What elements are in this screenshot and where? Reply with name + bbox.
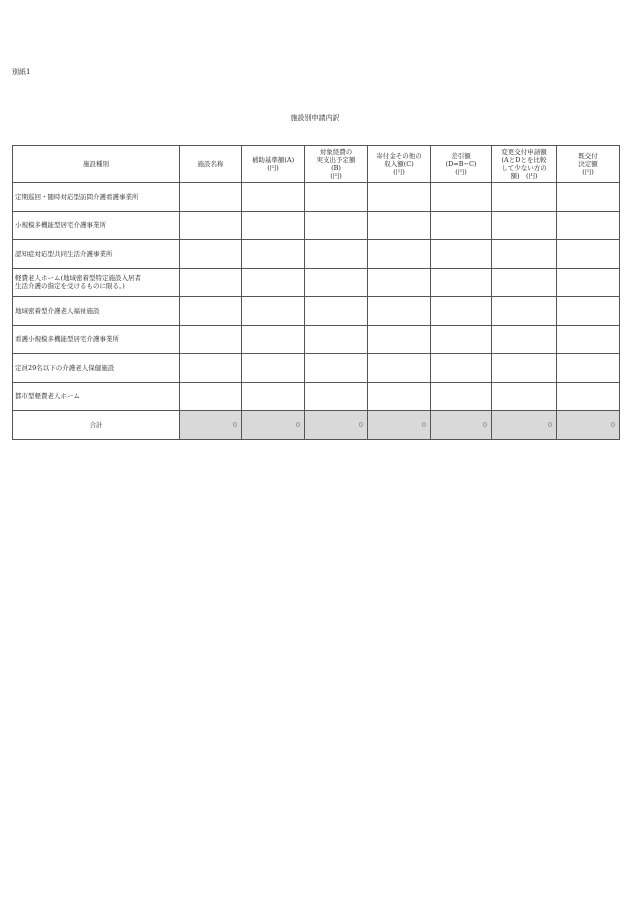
facility-type-cell: [13, 211, 180, 240]
table-row: [13, 382, 620, 411]
column-header-line: (円): [393, 168, 405, 176]
facility-type-label: 看護小規模多機能型居宅介護事業所: [15, 335, 119, 344]
column-header-line: 差引額: [451, 152, 471, 160]
column-header-line: 寄付金その他の: [376, 152, 422, 160]
input-cell[interactable]: [368, 240, 431, 269]
table-row: [13, 325, 620, 354]
facility-type-label: 認知症対応型共同生活介護事業所: [15, 249, 113, 258]
column-header: [13, 146, 180, 183]
column-header: [492, 146, 557, 183]
input-cell[interactable]: [368, 268, 431, 297]
input-cell[interactable]: [368, 297, 431, 326]
input-cell[interactable]: [180, 211, 242, 240]
input-cell[interactable]: [368, 211, 431, 240]
input-cell[interactable]: [557, 183, 620, 212]
input-cell[interactable]: [305, 183, 368, 212]
column-header-line: (円): [267, 164, 279, 172]
input-cell[interactable]: [492, 297, 557, 326]
table-row: [13, 240, 620, 269]
column-header-line: 既交付: [578, 152, 598, 160]
facility-type-cell: [13, 268, 180, 297]
facility-type-cell: [13, 325, 180, 354]
input-cell[interactable]: [180, 268, 242, 297]
column-header-line: 収入額(C): [384, 160, 414, 168]
input-cell[interactable]: [431, 297, 492, 326]
column-header: [431, 146, 492, 183]
table-row: [13, 268, 620, 297]
column-header: [305, 146, 368, 183]
total-value-cell: 0: [180, 411, 242, 440]
facility-type-label: 軽費老人ホーム(地域密着型特定施設入居者: [15, 274, 142, 283]
column-header: [557, 146, 620, 183]
column-header-line: 変更交付申請額: [501, 148, 547, 156]
input-cell[interactable]: [492, 211, 557, 240]
input-cell[interactable]: [492, 268, 557, 297]
column-header-line: (円): [455, 168, 467, 176]
input-cell[interactable]: [557, 382, 620, 411]
input-cell[interactable]: [557, 268, 620, 297]
appendix-label: 別紙1: [12, 68, 31, 76]
input-cell[interactable]: [431, 240, 492, 269]
table-row: [13, 297, 620, 326]
column-header-line: 対象経費の: [319, 148, 353, 156]
input-cell[interactable]: [180, 297, 242, 326]
total-row: [13, 411, 620, 440]
column-header: [242, 146, 305, 183]
column-header: [368, 146, 431, 183]
header-row: [13, 146, 620, 183]
input-cell[interactable]: [242, 297, 305, 326]
input-cell[interactable]: [242, 211, 305, 240]
facility-type-label: 地域密着型介護老人福祉施設: [15, 306, 100, 315]
input-cell[interactable]: [242, 325, 305, 354]
input-cell[interactable]: [557, 240, 620, 269]
input-cell[interactable]: [431, 382, 492, 411]
input-cell[interactable]: [305, 240, 368, 269]
input-cell[interactable]: [242, 382, 305, 411]
facility-type-label: 生活介護の指定を受けるものに限る。): [15, 282, 125, 291]
facility-type-cell: [13, 382, 180, 411]
input-cell[interactable]: [180, 183, 242, 212]
input-cell[interactable]: [305, 325, 368, 354]
column-header-line: して少ない方の: [501, 164, 547, 172]
column-header: [180, 146, 242, 183]
input-cell[interactable]: [368, 354, 431, 383]
input-cell[interactable]: [557, 325, 620, 354]
input-cell[interactable]: [305, 354, 368, 383]
facility-type-cell: [13, 354, 180, 383]
total-value-cell: 0: [557, 411, 620, 440]
column-header-line: (AとDとを比較: [501, 156, 547, 164]
column-header-line: 額) (円): [510, 172, 538, 180]
table-row: [13, 183, 620, 212]
total-value-cell: 0: [492, 411, 557, 440]
input-cell[interactable]: [368, 325, 431, 354]
input-cell[interactable]: [431, 211, 492, 240]
input-cell[interactable]: [492, 382, 557, 411]
total-value-cell: 0: [242, 411, 305, 440]
total-label: 合計: [13, 411, 180, 440]
input-cell[interactable]: [242, 183, 305, 212]
input-cell[interactable]: [492, 325, 557, 354]
input-cell[interactable]: [242, 240, 305, 269]
facility-type-label: 定期巡回・随時対応型訪問介護看護事業所: [15, 192, 139, 201]
total-value-cell: 0: [368, 411, 431, 440]
total-value-cell: 0: [305, 411, 368, 440]
input-cell[interactable]: [431, 183, 492, 212]
input-cell[interactable]: [305, 382, 368, 411]
facility-type-cell: [13, 297, 180, 326]
input-cell[interactable]: [557, 297, 620, 326]
input-cell[interactable]: [180, 240, 242, 269]
table-row: [13, 211, 620, 240]
input-cell[interactable]: [242, 268, 305, 297]
column-header-line: 補助基準額(A): [251, 156, 295, 164]
page-title: 施設別申請内訳: [290, 114, 340, 122]
input-cell[interactable]: [305, 297, 368, 326]
facility-type-cell: [13, 183, 180, 212]
input-cell[interactable]: [492, 183, 557, 212]
facility-application-table: [12, 145, 620, 440]
facility-type-label: 都市型軽費老人ホーム: [15, 392, 80, 401]
input-cell[interactable]: [305, 211, 368, 240]
input-cell[interactable]: [368, 382, 431, 411]
facility-type-label: 定員29名以下の介護老人保健施設: [15, 363, 115, 372]
input-cell[interactable]: [557, 211, 620, 240]
column-header-line: 施設種別: [83, 160, 109, 168]
facility-type-label: 小規模多機能型居宅介護事業所: [15, 221, 106, 230]
input-cell[interactable]: [242, 354, 305, 383]
input-cell[interactable]: [431, 325, 492, 354]
total-value-cell: 0: [431, 411, 492, 440]
input-cell[interactable]: [180, 354, 242, 383]
column-header-line: 決定額: [578, 160, 598, 168]
column-header-line: (D=B−C): [445, 160, 477, 168]
facility-type-cell: [13, 240, 180, 269]
column-header-line: 施設名称: [197, 160, 224, 168]
table-row: [13, 354, 620, 383]
input-cell[interactable]: [305, 268, 368, 297]
input-cell[interactable]: [431, 354, 492, 383]
input-cell[interactable]: [180, 325, 242, 354]
input-cell[interactable]: [492, 240, 557, 269]
input-cell[interactable]: [431, 268, 492, 297]
input-cell[interactable]: [492, 354, 557, 383]
column-header-line: (B): [331, 164, 341, 172]
column-header-line: 実支出予定額: [316, 156, 356, 164]
input-cell[interactable]: [557, 354, 620, 383]
input-cell[interactable]: [368, 183, 431, 212]
column-header-line: (円): [582, 168, 594, 176]
input-cell[interactable]: [180, 382, 242, 411]
column-header-line: (円): [330, 172, 342, 180]
